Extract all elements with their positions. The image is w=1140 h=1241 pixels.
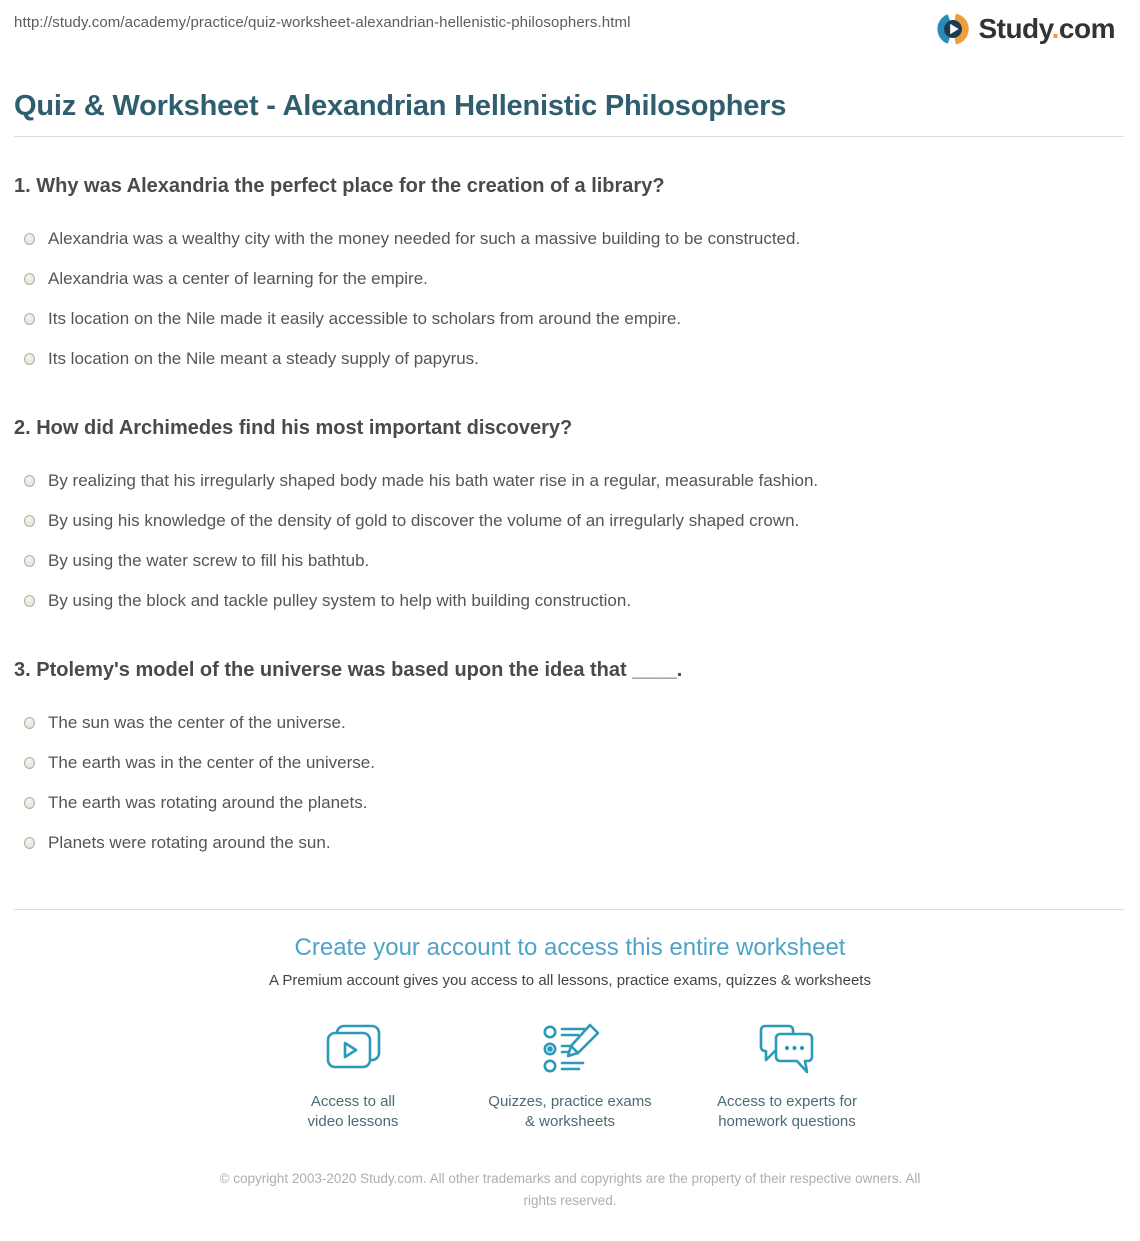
question-2-option-2[interactable] — [14, 501, 1126, 541]
question-3-heading: 3. Ptolemy's model of the universe was based upon the idea that ____. — [14, 659, 683, 681]
studycom-logo-text: Study.com — [978, 13, 1115, 44]
feature-label: Quizzes, practice exams & worksheets — [488, 1093, 652, 1130]
feature-list — [0, 1023, 1140, 1132]
copyright-notice: © copyright 2003-2020 Study.com. All other trademarks and copyrights are the property of their respective owners. All rights reserved. — [219, 1171, 921, 1209]
quizzes-worksheets-icon — [540, 1023, 600, 1075]
answer-option-label: By using the water screw to fill his bathtub. — [48, 551, 370, 570]
answer-option-label: The earth was rotating around the planets. — [48, 793, 368, 812]
question-2-option-1[interactable] — [14, 461, 1126, 501]
answer-option-label: The earth was in the center of the universe. — [48, 753, 375, 772]
radio-button[interactable] — [24, 555, 35, 567]
question-3-option-3[interactable] — [14, 783, 1126, 823]
feature-video-lessons — [245, 1023, 462, 1132]
radio-button[interactable] — [24, 797, 35, 809]
title-divider — [14, 136, 1124, 137]
feature-quizzes-worksheets — [462, 1023, 679, 1132]
answer-option-label: By using the block and tackle pulley system to help with building construction. — [48, 591, 632, 610]
radio-button[interactable] — [24, 515, 35, 527]
answer-option-label: By using his knowledge of the density of gold to discover the volume of an irregularly shaped crown. — [48, 511, 800, 530]
question-1-option-4[interactable] — [14, 339, 1126, 379]
answer-option-label: Planets were rotating around the sun. — [48, 833, 331, 852]
studycom-logo-icon — [934, 10, 972, 48]
cta-heading[interactable]: Create your account to access this entire worksheet — [294, 934, 846, 961]
question-1-option-1[interactable] — [14, 219, 1126, 259]
question-2-option-3[interactable] — [14, 541, 1126, 581]
cta-divider — [14, 909, 1124, 910]
radio-button[interactable] — [24, 313, 35, 325]
answer-option-label: Its location on the Nile meant a steady supply of papyrus. — [48, 349, 479, 368]
radio-button[interactable] — [24, 595, 35, 607]
answer-option-label: Alexandria was a wealthy city with the money needed for such a massive building to be constructed. — [48, 229, 801, 248]
cta-section — [0, 934, 1140, 1132]
page-title: Quiz & Worksheet - Alexandrian Hellenistic Philosophers — [14, 90, 787, 122]
radio-button[interactable] — [24, 837, 35, 849]
cta-subheading: A Premium account gives you access to all lessons, practice exams, quizzes & worksheets — [269, 972, 871, 989]
question-3-option-1[interactable] — [14, 703, 1126, 743]
radio-button[interactable] — [24, 475, 35, 487]
radio-button[interactable] — [24, 273, 35, 285]
page-url: http://study.com/academy/practice/quiz-worksheet-alexandrian-hellenistic-philosophers.html — [14, 14, 631, 31]
question-1-option-3[interactable] — [14, 299, 1126, 339]
feature-label: Access to all video lessons — [307, 1093, 399, 1130]
chat-experts-icon — [757, 1023, 817, 1075]
video-lessons-icon — [323, 1023, 383, 1075]
radio-button[interactable] — [24, 353, 35, 365]
quiz-body — [14, 174, 1126, 863]
question-2-heading: 2. How did Archimedes find his most important discovery? — [14, 417, 573, 439]
question-1-heading: 1. Why was Alexandria the perfect place for the creation of a library? — [14, 175, 665, 197]
radio-button[interactable] — [24, 757, 35, 769]
studycom-logo[interactable] — [934, 10, 1115, 48]
question-3-option-2[interactable] — [14, 743, 1126, 783]
answer-option-label: Its location on the Nile made it easily accessible to scholars from around the empire. — [48, 309, 682, 328]
feature-expert-help — [679, 1023, 896, 1132]
question-3-option-4[interactable] — [14, 823, 1126, 863]
question-1-option-2[interactable] — [14, 259, 1126, 299]
top-bar — [0, 0, 1140, 48]
radio-button[interactable] — [24, 233, 35, 245]
answer-option-label: By realizing that his irregularly shaped body made his bath water rise in a regular, measurable fashion. — [48, 471, 819, 490]
feature-label: Access to experts for homework questions — [716, 1093, 858, 1130]
answer-option-label: Alexandria was a center of learning for the empire. — [48, 269, 428, 288]
radio-button[interactable] — [24, 717, 35, 729]
answer-option-label: The sun was the center of the universe. — [48, 713, 346, 732]
question-2-option-4[interactable] — [14, 581, 1126, 621]
